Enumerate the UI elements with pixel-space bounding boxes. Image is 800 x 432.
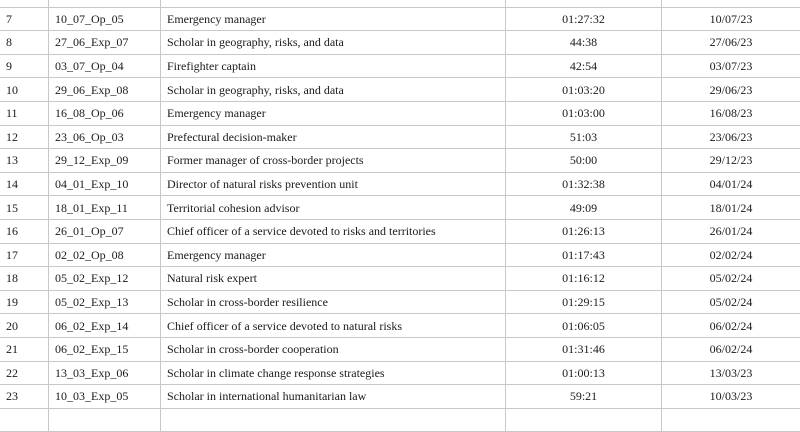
date-cell: 05/02/24 — [662, 290, 800, 314]
table-row — [0, 219, 800, 243]
row-number-cell: 15 — [0, 196, 49, 220]
row-number-cell: 18 — [0, 267, 49, 291]
role-cell: Emergency manager — [161, 7, 506, 31]
interview-code-cell: 04_01_Exp_10 — [49, 172, 161, 196]
table-row — [0, 172, 800, 196]
duration-cell: 44:38 — [506, 31, 662, 55]
role-cell: Chief officer of a service devoted to natural risks — [161, 314, 506, 338]
duration-cell — [506, 408, 662, 432]
interview-code-cell: 02_02_Op_08 — [49, 243, 161, 267]
duration-cell: 01:32:38 — [506, 172, 662, 196]
date-cell: 10/03/23 — [662, 385, 800, 409]
interview-code-cell — [49, 0, 161, 7]
date-cell: 04/01/24 — [662, 172, 800, 196]
interview-code-cell: 18_01_Exp_11 — [49, 196, 161, 220]
interview-code-cell: 26_01_Op_07 — [49, 219, 161, 243]
duration-cell: 01:31:46 — [506, 337, 662, 361]
duration-cell: 01:03:20 — [506, 78, 662, 102]
interview-code-cell: 06_02_Exp_14 — [49, 314, 161, 338]
interview-code-cell: 13_03_Exp_06 — [49, 361, 161, 385]
table-row — [0, 125, 800, 149]
role-cell: Scholar in cross-border resilience — [161, 290, 506, 314]
date-cell: 23/06/23 — [662, 125, 800, 149]
table-row — [0, 149, 800, 173]
role-cell: Firefighter captain — [161, 54, 506, 78]
row-number-cell: 9 — [0, 54, 49, 78]
duration-cell: 49:09 — [506, 196, 662, 220]
table-row — [0, 7, 800, 31]
role-cell: Director of natural risks prevention unit — [161, 172, 506, 196]
role-cell — [161, 408, 506, 432]
row-number-cell: 11 — [0, 101, 49, 125]
row-number-cell: 20 — [0, 314, 49, 338]
table-row — [0, 196, 800, 220]
date-cell: 29/12/23 — [662, 149, 800, 173]
date-cell: 13/03/23 — [662, 361, 800, 385]
interview-code-cell: 16_08_Op_06 — [49, 101, 161, 125]
role-cell: Former manager of cross-border projects — [161, 149, 506, 173]
date-cell: 05/02/24 — [662, 267, 800, 291]
duration-cell: 01:29:15 — [506, 290, 662, 314]
duration-cell: 50:00 — [506, 149, 662, 173]
duration-cell: 01:00:13 — [506, 361, 662, 385]
duration-cell: 01:03:00 — [506, 101, 662, 125]
interview-code-cell: 10_07_Op_05 — [49, 7, 161, 31]
date-cell: 29/06/23 — [662, 78, 800, 102]
duration-cell: 01:06:05 — [506, 314, 662, 338]
table-row — [0, 243, 800, 267]
row-number-cell: 17 — [0, 243, 49, 267]
role-cell — [161, 0, 506, 7]
role-cell: Scholar in geography, risks, and data — [161, 31, 506, 55]
table-row — [0, 337, 800, 361]
interview-code-cell — [49, 408, 161, 432]
interview-code-cell: 29_06_Exp_08 — [49, 78, 161, 102]
role-cell: Scholar in climate change response strategies — [161, 361, 506, 385]
table-row — [0, 31, 800, 55]
interview-code-cell: 23_06_Op_03 — [49, 125, 161, 149]
row-number-cell: 7 — [0, 7, 49, 31]
row-number-cell: 23 — [0, 385, 49, 409]
table-row — [0, 267, 800, 291]
date-cell: 26/01/24 — [662, 219, 800, 243]
interview-code-cell: 27_06_Exp_07 — [49, 31, 161, 55]
role-cell: Emergency manager — [161, 243, 506, 267]
table-row — [0, 54, 800, 78]
role-cell: Scholar in international humanitarian law — [161, 385, 506, 409]
duration-cell: 01:17:43 — [506, 243, 662, 267]
date-cell: 06/02/24 — [662, 314, 800, 338]
date-cell: 16/08/23 — [662, 101, 800, 125]
role-cell: Territorial cohesion advisor — [161, 196, 506, 220]
row-number-cell: 13 — [0, 149, 49, 173]
duration-cell: 01:26:13 — [506, 219, 662, 243]
date-cell — [662, 0, 800, 7]
date-cell: 18/01/24 — [662, 196, 800, 220]
duration-cell: 01:16:12 — [506, 267, 662, 291]
table-row — [0, 78, 800, 102]
date-cell: 02/02/24 — [662, 243, 800, 267]
row-number-cell: 22 — [0, 361, 49, 385]
role-cell: Prefectural decision-maker — [161, 125, 506, 149]
table-row — [0, 314, 800, 338]
table-row — [0, 361, 800, 385]
interview-code-cell: 10_03_Exp_05 — [49, 385, 161, 409]
duration-cell: 01:27:32 — [506, 7, 662, 31]
duration-cell: 59:21 — [506, 385, 662, 409]
role-cell: Scholar in geography, risks, and data — [161, 78, 506, 102]
row-number-cell — [0, 408, 49, 432]
role-cell: Chief officer of a service devoted to risks and territories — [161, 219, 506, 243]
row-number-cell: 12 — [0, 125, 49, 149]
interview-code-cell: 05_02_Exp_12 — [49, 267, 161, 291]
date-cell: 10/07/23 — [662, 7, 800, 31]
table-row — [0, 408, 800, 432]
duration-cell — [506, 0, 662, 7]
role-cell: Emergency manager — [161, 101, 506, 125]
table-row — [0, 0, 800, 7]
date-cell: 06/02/24 — [662, 337, 800, 361]
table-row — [0, 385, 800, 409]
duration-cell: 51:03 — [506, 125, 662, 149]
table-row — [0, 290, 800, 314]
role-cell: Scholar in cross-border cooperation — [161, 337, 506, 361]
table-row — [0, 101, 800, 125]
row-number-cell: 14 — [0, 172, 49, 196]
row-number-cell — [0, 0, 49, 7]
date-cell: 27/06/23 — [662, 31, 800, 55]
row-number-cell: 8 — [0, 31, 49, 55]
interview-code-cell: 29_12_Exp_09 — [49, 149, 161, 173]
interview-code-cell: 06_02_Exp_15 — [49, 337, 161, 361]
row-number-cell: 21 — [0, 337, 49, 361]
interview-code-cell: 03_07_Op_04 — [49, 54, 161, 78]
row-number-cell: 10 — [0, 78, 49, 102]
interview-code-cell: 05_02_Exp_13 — [49, 290, 161, 314]
date-cell — [662, 408, 800, 432]
duration-cell: 42:54 — [506, 54, 662, 78]
row-number-cell: 16 — [0, 219, 49, 243]
row-number-cell: 19 — [0, 290, 49, 314]
date-cell: 03/07/23 — [662, 54, 800, 78]
role-cell: Natural risk expert — [161, 267, 506, 291]
